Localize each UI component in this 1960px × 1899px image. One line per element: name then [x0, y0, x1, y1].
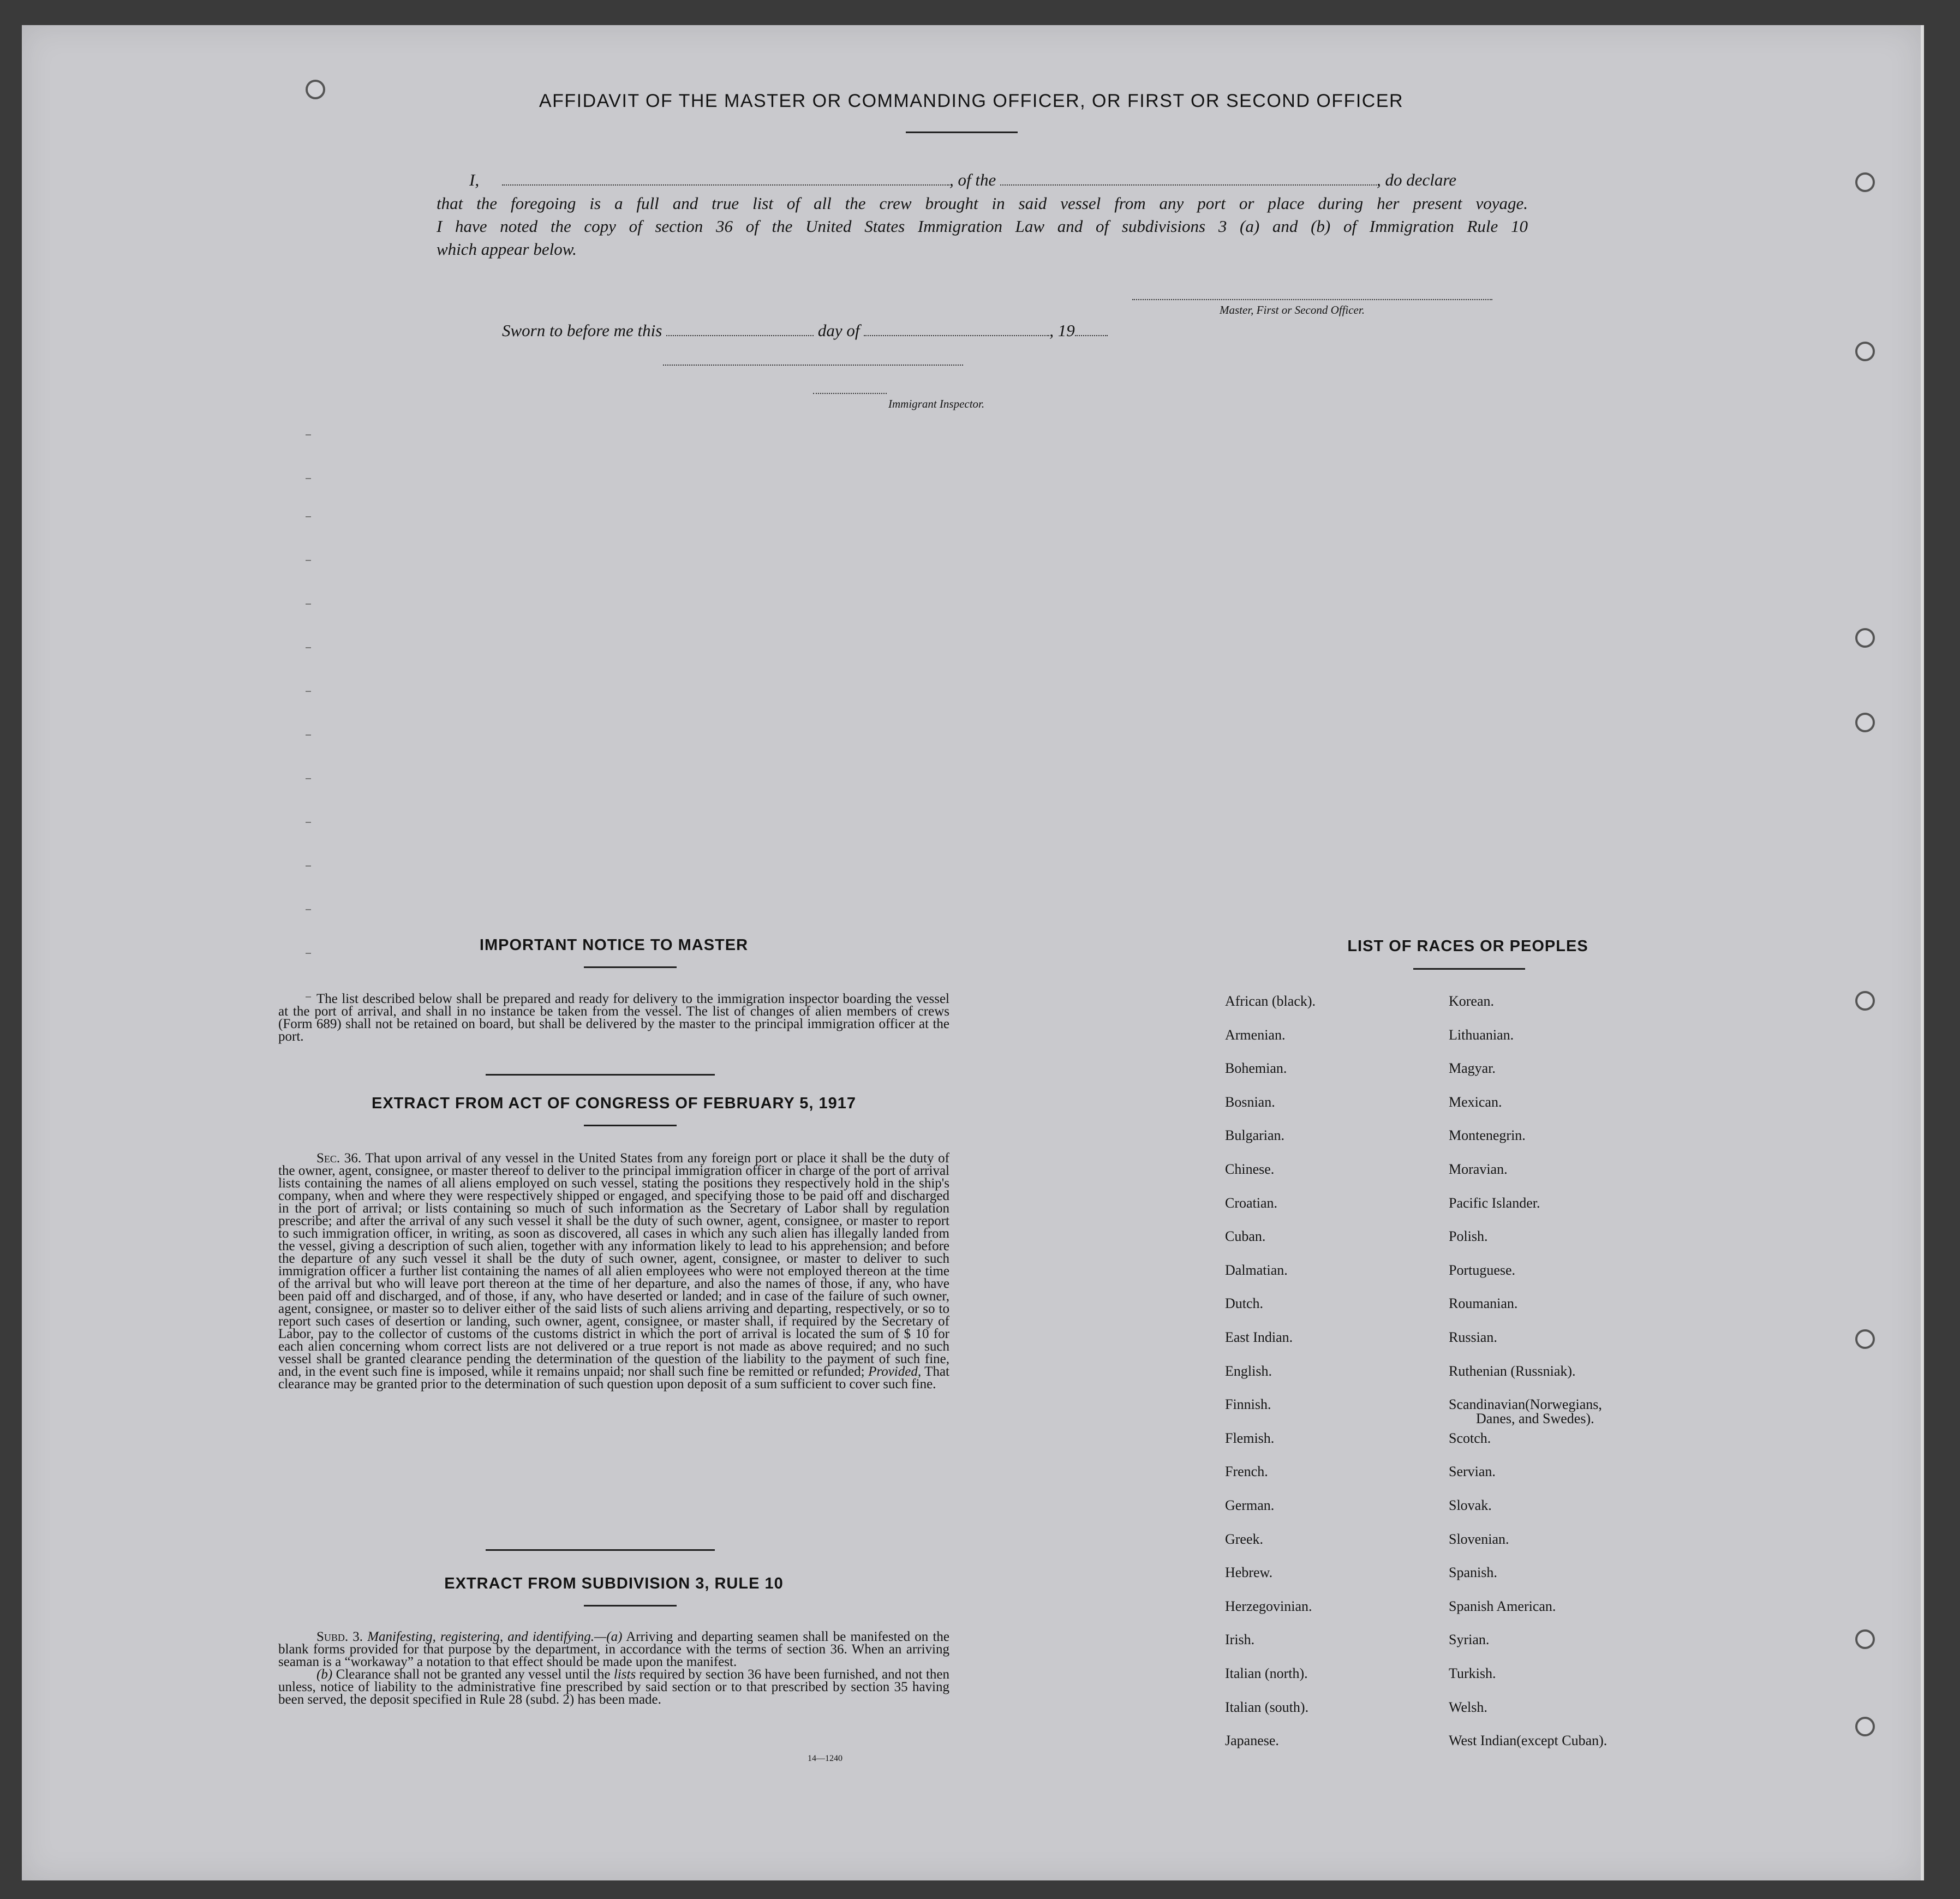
- race-item: French.: [1225, 1464, 1268, 1479]
- race-item: Ruthenian (Russniak).: [1449, 1363, 1576, 1379]
- race-item: Italian (north).: [1225, 1665, 1308, 1681]
- act-text: That upon arrival of any vessel in the United States from any foreign port or place it shall be the duty of the owner, agent, consignee, or master thereof to deliver to the principal immigration officer in charge of the port of arrival lists containing the names of all aliens employed on such vessel, stating the positions they respectively hold in the ship's company, when and where they were respectively shipped or engaged, and specifying those to be paid off and discharged in the port of arrival; or lists containing so much of such information as the Secretary of Labor shall by regulation prescribe; and after the arrival of any such vessel it shall be the duty of such owner, agent, consignee, or master to report to such immigration officer, in writing, as soon as discovered, all cases in which any such alien has illegally landed from the vessel, giving a description of such alien, together with any information likely to lead to his apprehension; and before the departure of any such vessel it shall be the duty of such owner, agent, consignee, or master to deliver to such immigration officer a further list containing the names of all alien employees who were not employed thereon at the time of the arrival but who will leave port thereon at the time of her departure, and also the names of those, if any, who have been paid off and discharged, and of those, if any, who have deserted or landed; and in case of the failure of such owner, agent, consignee, or master so to deliver either of the said lists of such aliens arriving and departing, respectively, or so to report such cases of desertion or landing, such owner, agent, consignee, or master shall, if required by the Secretary of Labor, pay to the collector of customs of the customs district in which the port of arrival is located the sum of $ 10 for each alien concerning whom correct lists are not delivered or a true report is not made as above required; and no such vessel shall be granted clearance pending the determination of the question of the liability to the payment of such fine, and, in the event such fine is imposed, while it remains unpaid; nor shall such fine be remitted or refunded;: [278, 1151, 950, 1379]
- punch-hole: [1855, 1329, 1875, 1349]
- rule-paragraph-b: [278, 1668, 949, 1706]
- act-extract-title: EXTRACT FROM ACT OF CONGRESS OF FEBRUARY 5, 1917: [371, 1095, 857, 1112]
- margin-mark: [306, 516, 311, 517]
- punch-hole: [1855, 172, 1875, 192]
- day-of-label: day of: [817, 321, 860, 340]
- inspector-signature-lead: [813, 392, 887, 394]
- officer-name-field[interactable]: [502, 168, 949, 186]
- race-item: Dutch.: [1225, 1295, 1264, 1311]
- master-signature-field[interactable]: [1132, 298, 1492, 300]
- race-item: Flemish.: [1225, 1430, 1275, 1446]
- section-divider: [486, 1549, 715, 1551]
- race-item: Slovenian.: [1449, 1531, 1509, 1547]
- race-item: Welsh.: [1449, 1699, 1487, 1715]
- subd-heading: Manifesting, registering, and identifying.—(a): [367, 1629, 623, 1644]
- section-divider: [486, 1074, 715, 1076]
- inspector-signature-field[interactable]: [663, 363, 963, 366]
- race-item: Spanish American.: [1449, 1598, 1556, 1614]
- provided-label: Provided,: [868, 1364, 922, 1379]
- notice-title: IMPORTANT NOTICE TO MASTER: [479, 936, 749, 954]
- year-label: , 19: [1049, 321, 1075, 340]
- subd-label: Subd. 3.: [316, 1629, 363, 1644]
- races-title-rule: [1413, 968, 1525, 970]
- race-item: Syrian.: [1449, 1632, 1490, 1647]
- race-item: German.: [1225, 1497, 1275, 1513]
- act-extract-text: [278, 1152, 949, 1390]
- race-item: West Indian(except Cuban).: [1449, 1733, 1608, 1748]
- margin-mark: [306, 822, 311, 823]
- race-item: Slovak.: [1449, 1497, 1492, 1513]
- affidavit-name-line: [437, 168, 1528, 192]
- declaration-line-2: I have noted the copy of section 36 of the United States Immigration Law and of subdivisions 3 (a) and (b) of Immigration Rule 10: [437, 217, 1528, 236]
- race-item: Russian.: [1449, 1329, 1497, 1345]
- race-item: Mexican.: [1449, 1094, 1502, 1110]
- race-item: Bohemian.: [1225, 1060, 1287, 1076]
- margin-mark: [306, 909, 311, 910]
- rule-extract-text: [278, 1631, 949, 1706]
- race-item: Armenian.: [1225, 1027, 1286, 1043]
- margin-mark: [306, 560, 311, 561]
- margin-mark: [306, 604, 311, 605]
- punch-hole: [1855, 991, 1875, 1011]
- race-item: Roumanian.: [1449, 1295, 1518, 1311]
- rule-para-b-2: required by section 36 have been furnished, and not then unless, notice of liability to the administrative fine prescribed by said section or to that prescribed by section 35 having been served, the deposit specified in Rule 28 (subd. 2) has been made.: [278, 1667, 949, 1707]
- form-number: 14—1240: [808, 1754, 842, 1763]
- sworn-label: Sworn to before me this: [502, 321, 662, 340]
- race-item: Portuguese.: [1449, 1262, 1516, 1278]
- sworn-month-field[interactable]: [864, 319, 1049, 336]
- form-page: [22, 25, 1924, 1880]
- race-item: Hebrew.: [1225, 1564, 1273, 1580]
- race-item: Montenegrin.: [1449, 1127, 1526, 1143]
- punch-hole: [1855, 628, 1875, 648]
- inspector-caption: Immigrant Inspector.: [888, 397, 985, 410]
- race-item: Scandinavian(Norwegians,: [1449, 1396, 1602, 1412]
- race-item: Greek.: [1225, 1531, 1264, 1547]
- race-item: Irish.: [1225, 1632, 1255, 1647]
- section-label: Sec. 36.: [316, 1151, 362, 1166]
- notice-text: [278, 993, 949, 1043]
- race-item: Danes, and Swedes).: [1476, 1411, 1594, 1426]
- vessel-name-field[interactable]: [1000, 168, 1377, 186]
- margin-mark: [306, 647, 311, 648]
- rule-paragraph-a: [278, 1631, 949, 1668]
- race-item: Bosnian.: [1225, 1094, 1275, 1110]
- rule-title-rule: [584, 1605, 677, 1607]
- act-paragraph: [278, 1152, 949, 1390]
- race-item: African (black).: [1225, 993, 1316, 1009]
- margin-mark: [306, 778, 311, 779]
- race-item: Servian.: [1449, 1464, 1496, 1479]
- declaration-line-3: which appear below.: [437, 240, 577, 259]
- rule-para-a: Arriving and departing seamen shall be manifested on the blank forms provided for that purpose by the department, in accordance with the terms of section 36. When an arriving seaman is a “workaway” a notation to that effect should be made upon the manifest.: [278, 1629, 949, 1669]
- rule-extract-title: EXTRACT FROM SUBDIVISION 3, RULE 10: [444, 1575, 784, 1592]
- punch-hole: [1855, 1629, 1875, 1649]
- punch-hole: [1855, 1717, 1875, 1736]
- margin-mark: [306, 734, 311, 736]
- margin-mark: [306, 865, 311, 867]
- act-title-rule: [584, 1125, 677, 1126]
- punch-hole: [1855, 713, 1875, 732]
- i-label: I,: [469, 170, 480, 189]
- race-item: Croatian.: [1225, 1195, 1278, 1211]
- race-item: Spanish.: [1449, 1564, 1497, 1580]
- race-item: Polish.: [1449, 1228, 1488, 1244]
- race-item: Italian (south).: [1225, 1699, 1309, 1715]
- race-item: Turkish.: [1449, 1665, 1496, 1681]
- notice-paragraph: The list described below shall be prepared and ready for delivery to the immigration inspector boarding the vessel at the port of arrival, and shall in no instance be taken from the vessel. The list of changes of alien members of crews (Form 689) shall not be retained on board, but shall be delivered by the master to the principal immigration officer at the port.: [278, 992, 949, 1044]
- race-item: Herzegovinian.: [1225, 1598, 1312, 1614]
- race-item: East Indian.: [1225, 1329, 1293, 1345]
- rule-para-b-1: Clearance shall not be granted any vessel until the: [336, 1667, 611, 1682]
- do-declare-label: , do declare: [1377, 170, 1457, 189]
- sworn-line: [502, 319, 1211, 342]
- master-signature-caption: Master, First or Second Officer.: [1220, 303, 1365, 316]
- race-item: Dalmatian.: [1225, 1262, 1288, 1278]
- race-item: Chinese.: [1225, 1161, 1275, 1177]
- race-item: Bulgarian.: [1225, 1127, 1285, 1143]
- affidavit-title: AFFIDAVIT OF THE MASTER OR COMMANDING OFFICER, OR FIRST OR SECOND OFFICER: [539, 91, 1404, 111]
- margin-mark: [306, 691, 311, 692]
- sworn-day-field[interactable]: [666, 319, 814, 336]
- race-item: English.: [1225, 1363, 1272, 1379]
- rule-para-b-lists: lists: [613, 1667, 636, 1682]
- race-item: Finnish.: [1225, 1396, 1271, 1412]
- provided-text: That clearance may be granted prior to the determination of such question upon deposit of a sum sufficient to cover such fine.: [278, 1364, 949, 1392]
- punch-hole: [1855, 342, 1875, 361]
- notice-title-rule: [584, 966, 677, 968]
- races-title: LIST OF RACES OR PEOPLES: [1347, 937, 1588, 955]
- margin-mark: [306, 434, 311, 435]
- race-item: Japanese.: [1225, 1733, 1279, 1748]
- race-item: Moravian.: [1449, 1161, 1508, 1177]
- sworn-year-field[interactable]: [1075, 319, 1108, 336]
- race-item: Scotch.: [1449, 1430, 1491, 1446]
- race-item: Korean.: [1449, 993, 1495, 1009]
- para-b-label: (b): [316, 1667, 333, 1682]
- race-item: Pacific Islander.: [1449, 1195, 1540, 1211]
- of-the-label: , of the: [949, 170, 996, 189]
- margin-mark: [306, 478, 311, 479]
- race-item: Magyar.: [1449, 1060, 1496, 1076]
- race-item: Lithuanian.: [1449, 1027, 1514, 1043]
- title-rule: [906, 132, 1018, 133]
- race-item: Cuban.: [1225, 1228, 1266, 1244]
- declaration-line-1: that the foregoing is a full and true list of all the crew brought in said vessel from any port or place during her present voyage.: [437, 194, 1528, 213]
